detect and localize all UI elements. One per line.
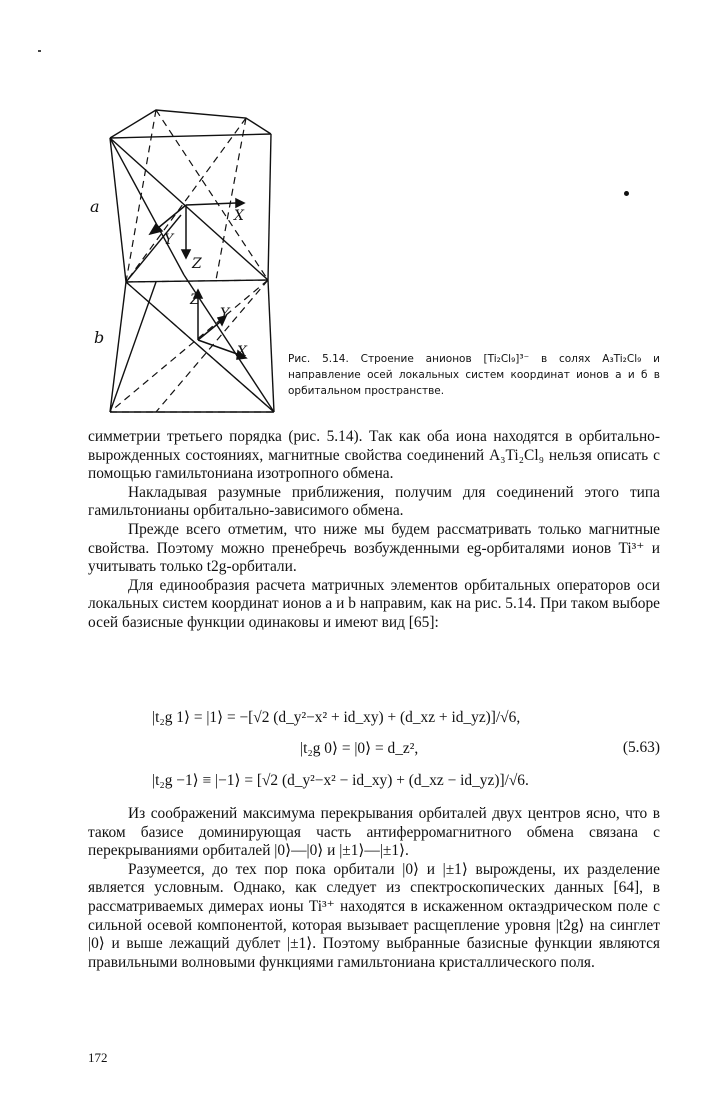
axis-z-a-label: Z (192, 256, 202, 272)
paragraph-1: симметрии третьего порядка (рис. 5.14). Так как оба иона находятся в орбитально-вырожденных состояниях, магнитные свойства соединений A₃Ti₂Cl₉ нельзя описать с помощью гамильтониана изотропного обмена. (88, 428, 660, 483)
equation-block-5-63 (88, 708, 660, 794)
crystal-structure-figure (86, 100, 286, 422)
crystal-structure-drawing (86, 100, 286, 422)
equation-t2g-0: |t₂g 0⟩ = |0⟩ = d_z², (300, 740, 419, 757)
paragraph-3: Прежде всего отметим, что ниже мы будем рассматривать только магнитные свойства. Поэтому можно пренебречь возбужденными eg-орбиталями ионов Ti³⁺ и учитывать только t2g-орбитали. (88, 520, 660, 576)
text-block-2 (88, 805, 660, 972)
scan-speck (38, 50, 41, 52)
scan-dot (624, 191, 629, 196)
axis-z-b-label: Z (190, 292, 200, 308)
axis-x-a-label: X (234, 208, 244, 224)
page-number: 172 (88, 1050, 108, 1065)
axis-y-b-label: Y (220, 306, 230, 322)
equation-t2g-minus-1: |t₂g −1⟩ ≡ |−1⟩ = [√2 (d_y²−x² − id_xy) + (d_xz − id_yz)]/√6. (152, 772, 529, 789)
axis-x-b-label: X (237, 344, 247, 360)
equation-number: (5.63) (622, 739, 660, 756)
ion-b-label: b (94, 328, 105, 347)
ion-a-label: a (90, 197, 100, 216)
equation-t2g-plus-1: |t₂g 1⟩ = |1⟩ = −[√2 (d_y²−x² + id_xy) + (d_xz + id_yz)]/√6, (152, 709, 521, 726)
text-block-1 (88, 428, 660, 633)
axis-y-a-label: Y (164, 232, 174, 248)
paragraph-6: Разумеется, до тех пор пока орбитали |0⟩ и |±1⟩ вырождены, их разделение является условным. Однако, как следует из спектроскопических данных [64], в рассматриваемых димерах ионы Ti³⁺ находятся в искаженном октаэдрическом поле с сильной осевой компонентой, которая вызывает расщепление уровня |t2g⟩ на синглет |0⟩ и выше лежащий дублет |±1⟩. Поэтому выбранные базисные функции являются правильными волновыми функциями гамильтониана кристаллического поля. (88, 860, 660, 971)
figure-caption: Рис. 5.14. Строение анионов [Ti₂Cl₉]³⁻ в солях A₃Ti₂Cl₉ и направление осей локальных систем координат ионов a и б в орбитальном пространстве. (288, 353, 660, 397)
paragraph-5: Из соображений максимума перекрывания орбиталей двух центров ясно, что в таком базисе доминирующая часть антиферромагнитного обмена связана с перекрываниями орбиталей |0⟩—|0⟩ и |±1⟩—|±1⟩. (88, 805, 660, 860)
paragraph-2: Накладывая разумные приближения, получим для соединений этого типа гамильтонианы орбитально-зависимого обмена. (88, 483, 660, 520)
paragraph-4: Для единообразия расчета матричных элементов орбитальных операторов оси локальных систем координат ионов a и b направим, как на рис. 5.14. При таком выборе осей базисные функции одинаковы и имеют вид [65]: (88, 576, 660, 631)
